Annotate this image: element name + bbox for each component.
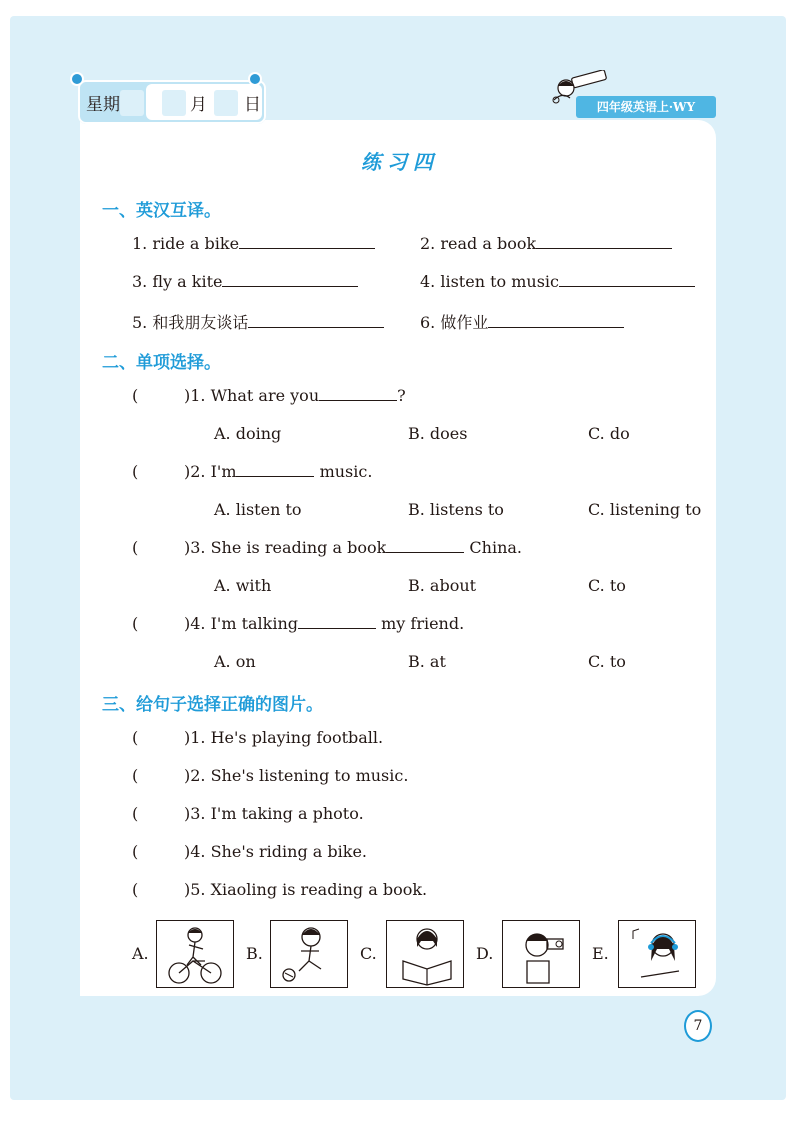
section-2-heading: 二、单项选择。	[102, 353, 221, 373]
picture-label-a: A.	[132, 944, 149, 963]
s2-question-2: )2. I'm music.	[184, 462, 373, 481]
option-c[interactable]: C. to	[588, 576, 626, 595]
s2-question-1: )1. What are you ?	[184, 386, 406, 405]
picture-b-football[interactable]	[270, 920, 348, 988]
answer-paren[interactable]: (	[132, 804, 139, 823]
s1-item-5: 5. 和我朋友谈话	[132, 310, 384, 333]
answer-blank[interactable]	[222, 272, 358, 287]
s2-question-4: )4. I'm talking my friend.	[184, 614, 465, 633]
option-c[interactable]: C. listening to	[588, 500, 702, 519]
option-a[interactable]: A. doing	[214, 424, 282, 443]
answer-blank[interactable]	[319, 386, 397, 401]
option-c[interactable]: C. do	[588, 424, 630, 443]
option-b[interactable]: B. does	[408, 424, 468, 443]
weekday-blank[interactable]	[120, 90, 144, 116]
answer-blank[interactable]	[298, 614, 376, 629]
picture-label-e: E.	[592, 944, 609, 963]
pin-icon	[248, 72, 262, 86]
month-blank[interactable]	[162, 90, 186, 116]
answer-paren[interactable]: (	[132, 880, 139, 899]
answer-paren[interactable]: (	[132, 462, 139, 481]
answer-blank[interactable]	[248, 313, 384, 328]
picture-a-riding-bike[interactable]	[156, 920, 234, 988]
option-a[interactable]: A. with	[214, 576, 272, 595]
bike-rider-icon	[157, 921, 233, 987]
day-blank[interactable]	[214, 90, 238, 116]
answer-paren[interactable]: (	[132, 386, 139, 405]
answer-blank[interactable]	[386, 538, 464, 553]
page-title: 练习四	[361, 150, 439, 174]
answer-blank[interactable]	[488, 313, 624, 328]
football-player-icon	[271, 921, 347, 987]
photo-boy-icon	[503, 921, 579, 987]
option-b[interactable]: B. about	[408, 576, 477, 595]
option-a[interactable]: A. on	[214, 652, 256, 671]
s1-item-6: 6. 做作业	[420, 310, 624, 333]
option-c[interactable]: C. to	[588, 652, 626, 671]
option-b[interactable]: B. at	[408, 652, 446, 671]
section-3-heading: 三、给句子选择正确的图片。	[102, 695, 323, 715]
month-label: 月	[190, 95, 207, 115]
weekday-label: 星期	[86, 95, 120, 115]
s1-item-1: 1. ride a bike	[132, 234, 375, 253]
answer-blank[interactable]	[559, 272, 695, 287]
answer-paren[interactable]: (	[132, 614, 139, 633]
answer-blank[interactable]	[239, 234, 375, 249]
picture-d-taking-photo[interactable]	[502, 920, 580, 988]
music-girl-icon	[619, 921, 695, 987]
option-b[interactable]: B. listens to	[408, 500, 504, 519]
s3-sentence-5: )5. Xiaoling is reading a book.	[184, 880, 428, 899]
answer-paren[interactable]: (	[132, 538, 139, 557]
picture-label-d: D.	[476, 944, 494, 963]
s1-item-4: 4. listen to music	[420, 272, 695, 291]
page-number: 7	[684, 1010, 712, 1042]
answer-paren[interactable]: (	[132, 766, 139, 785]
day-label: 日	[244, 95, 261, 115]
picture-c-reading-book[interactable]	[386, 920, 464, 988]
answer-paren[interactable]: (	[132, 842, 139, 861]
pin-icon	[70, 72, 84, 86]
picture-label-b: B.	[246, 944, 263, 963]
picture-label-c: C.	[360, 944, 377, 963]
answer-blank[interactable]	[536, 234, 672, 249]
s2-question-3: )3. She is reading a book China.	[184, 538, 522, 557]
s3-sentence-4: )4. She's riding a bike.	[184, 842, 368, 861]
picture-e-listening-music[interactable]	[618, 920, 696, 988]
s3-sentence-2: )2. She's listening to music.	[184, 766, 409, 785]
s1-item-3: 3. fly a kite	[132, 272, 358, 291]
option-a[interactable]: A. listen to	[214, 500, 302, 519]
reading-girl-icon	[387, 921, 463, 987]
grade-header: 四年级英语上·WY	[576, 96, 716, 118]
answer-paren[interactable]: (	[132, 728, 139, 747]
date-box	[78, 80, 266, 124]
s3-sentence-3: )3. I'm taking a photo.	[184, 804, 364, 823]
answer-blank[interactable]	[236, 462, 314, 477]
section-1-heading: 一、英汉互译。	[102, 201, 221, 221]
s1-item-2: 2. read a book	[420, 234, 672, 253]
s3-sentence-1: )1. He's playing football.	[184, 728, 384, 747]
